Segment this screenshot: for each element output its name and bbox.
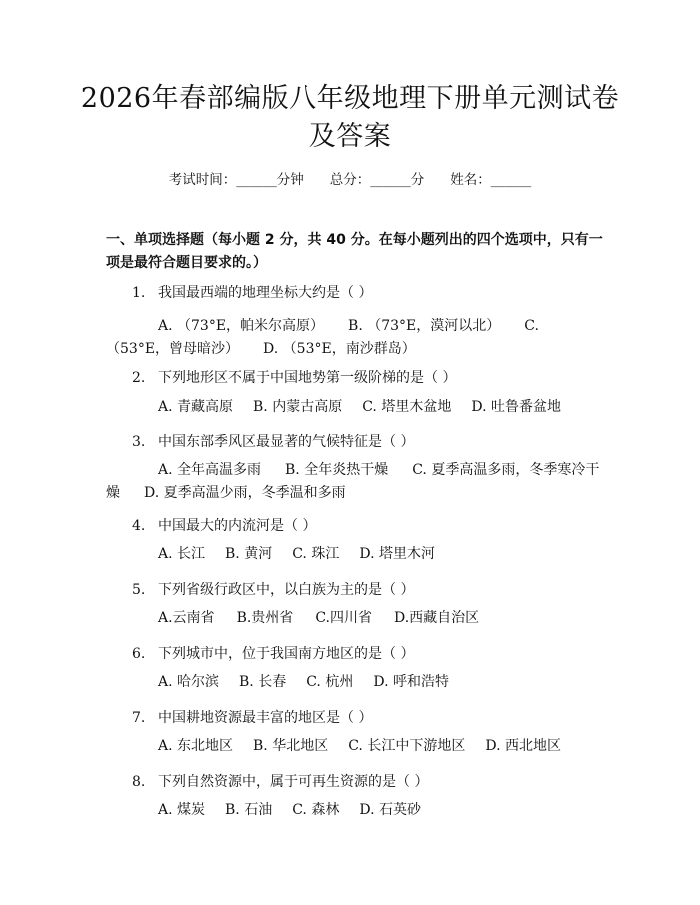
option-d: D. 塔里木河	[359, 546, 435, 562]
question-3-options	[106, 459, 600, 505]
total-score-field: 总分：______分	[329, 172, 425, 188]
question-7	[132, 707, 372, 727]
option-a: A. 东北地区	[158, 738, 234, 754]
question-5-options	[106, 607, 600, 630]
option-b: B. 全年炎热干燥	[285, 462, 389, 478]
question-6	[132, 643, 414, 663]
question-text: 中国东部季风区最显著的气候特征是（ ）	[158, 434, 415, 450]
question-5	[132, 579, 414, 599]
option-c: C. 珠江	[292, 546, 340, 562]
question-text: 下列地形区不属于中国地势第一级阶梯的是（ ）	[158, 370, 457, 386]
option-c: C. 长江中下游地区	[348, 738, 466, 754]
title-line-2: 及答案	[308, 121, 392, 152]
option-c: C. 塔里木盆地	[362, 399, 452, 415]
option-a: A. 青藏高原	[158, 399, 234, 415]
option-c: C. 夏季高温多雨，冬季寒冷干燥	[106, 462, 600, 501]
option-c: C. （53°E，曾母暗沙）	[106, 318, 539, 357]
section-heading: 一、单项选择题（每小题 2 分，共 40 分。在每小题列出的四个选项中，只有一项是最符合题目要求的。）	[106, 232, 603, 271]
option-a: A.云南省	[158, 610, 215, 626]
question-text: 中国耕地资源最丰富的地区是（ ）	[158, 710, 373, 726]
option-b: B. 内蒙古高原	[253, 399, 343, 415]
question-number: 7.	[132, 710, 146, 726]
question-number: 2.	[132, 370, 146, 386]
question-number: 8.	[132, 774, 146, 790]
question-text: 下列城市中，位于我国南方地区的是（ ）	[158, 646, 415, 662]
exam-time-field: 考试时间：______分钟	[168, 172, 304, 188]
option-b: B. 黄河	[225, 546, 273, 562]
question-1-options	[106, 315, 600, 361]
question-text: 下列自然资源中，属于可再生资源的是（ ）	[158, 774, 429, 790]
option-d: D.西藏自治区	[393, 610, 480, 626]
option-a: A. 哈尔滨	[158, 674, 220, 690]
option-d: D. 夏季高温少雨，冬季温和多雨	[144, 485, 346, 501]
option-a: A. （73°E，帕米尔高原）	[158, 318, 325, 334]
question-8	[132, 771, 428, 791]
question-number: 3.	[132, 434, 146, 450]
question-4-options	[106, 543, 600, 566]
exam-info-line	[0, 168, 700, 188]
option-b: B. 华北地区	[253, 738, 329, 754]
question-3	[132, 431, 414, 451]
student-name-field: 姓名：______	[450, 172, 532, 188]
option-a: A. 长江	[158, 546, 206, 562]
option-a: A. 煤炭	[158, 802, 206, 818]
option-d: D. 吐鲁番盆地	[471, 399, 561, 415]
question-number: 4.	[132, 518, 146, 534]
question-number: 5.	[132, 582, 146, 598]
exam-title	[60, 80, 640, 156]
option-b: B. （73°E，漠河以北）	[348, 318, 501, 334]
question-text: 我国最西端的地理坐标大约是（ ）	[158, 285, 373, 301]
question-number: 1.	[132, 285, 146, 301]
question-number: 6.	[132, 646, 146, 662]
question-2	[132, 367, 456, 387]
question-text: 下列省级行政区中，以白族为主的是（ ）	[158, 582, 415, 598]
option-d: D. 西北地区	[485, 738, 561, 754]
option-d: D. 石英砂	[359, 802, 421, 818]
option-b: B. 石油	[225, 802, 273, 818]
option-c: C. 杭州	[306, 674, 354, 690]
title-line-1: 2026年春部编版八年级地理下册单元测试卷	[80, 83, 620, 114]
option-b: B. 长春	[239, 674, 287, 690]
question-text: 中国最大的内流河是（ ）	[158, 518, 317, 534]
question-7-options	[106, 735, 600, 758]
option-d: D. 呼和浩特	[373, 674, 449, 690]
option-b: B.贵州省	[236, 610, 294, 626]
question-2-options	[106, 396, 600, 419]
option-c: C. 森林	[292, 802, 340, 818]
question-6-options	[106, 671, 600, 694]
option-d: D. （53°E，南沙群岛）	[263, 341, 416, 357]
option-a: A. 全年高温多雨	[158, 462, 262, 478]
question-8-options	[106, 799, 600, 822]
question-4	[132, 515, 316, 535]
option-c: C.四川省	[315, 610, 372, 626]
question-1	[132, 282, 372, 302]
